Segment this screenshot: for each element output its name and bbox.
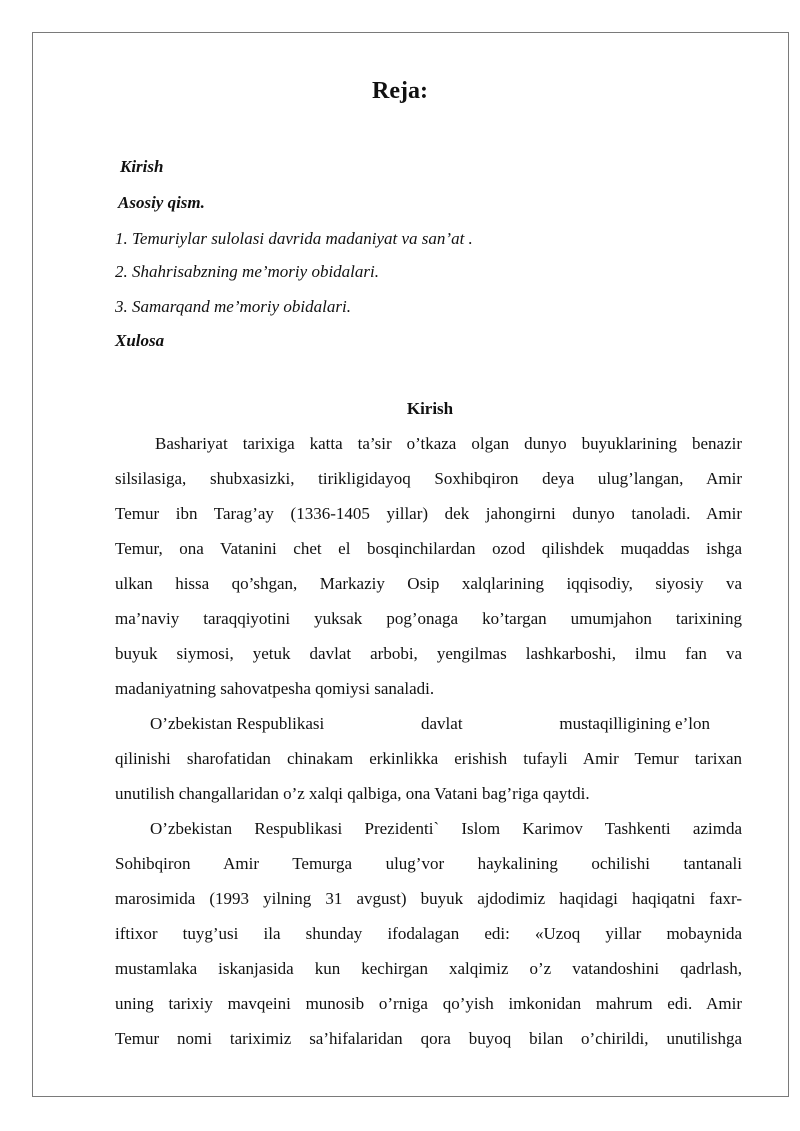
- page-title: Reja:: [372, 78, 428, 104]
- toc-item-2: 2. Shahrisabzning me’moriy obidalari.: [115, 262, 379, 281]
- paragraph-line: O’zbekistan Respublikasi Prezidenti` Islom Karimov Tashkenti azimda: [150, 819, 742, 838]
- toc-item-intro: Kirish: [120, 157, 164, 176]
- paragraph-line: Temur nomi tariximiz sa’hifalaridan qora buyoq bilan o’chirildi, unutilishga: [115, 1029, 742, 1048]
- paragraph-line: ulkan hissa qo’shgan, Markaziy Osip xalqlarining iqqisodiy, siyosiy va: [115, 574, 742, 593]
- section-heading: Kirish: [406, 399, 454, 418]
- paragraph-line: buyuk siymosi, yetuk davlat arbobi, yengilmas lashkarboshi, ilmu fan va: [115, 644, 742, 663]
- toc-item-main: Asosiy qism.: [118, 193, 205, 212]
- split-word: O’zbekistan Respublikasi: [150, 714, 325, 733]
- paragraph-line: Temur ibn Tarag’ay (1336-1405 yillar) dek jahongirni dunyo tanoladi. Amir: [115, 504, 742, 523]
- paragraph-line: madaniyatning sahovatpesha qomiysi sanaladi.: [115, 679, 435, 698]
- paragraph-line: iftixor tuyg’usi ila shunday ifodalagan edi: «Uzoq yillar mobaynida: [115, 924, 742, 943]
- paragraph-line: Bashariyat tarixiga katta ta’sir o’tkaza olgan dunyo buyuklarining benazir: [155, 434, 742, 453]
- paragraph-line: ma’naviy taraqqiyotini yuksak pog’onaga ko’targan umumjahon tarixining: [115, 609, 742, 628]
- paragraph-line: Temur, ona Vatanini chet el bosqinchilardan ozod qilishdek muqaddas ishga: [115, 539, 742, 558]
- toc-item-3: 3. Samarqand me’moriy obidalari.: [115, 297, 351, 316]
- paragraph-line: unutilish changallaridan o’z xalqi qalbiga, ona Vatani bag’riga qaytdi.: [115, 784, 590, 803]
- split-word: mustaqilligining e’lon: [559, 714, 710, 733]
- paragraph-line: qilinishi sharofatidan chinakam erkinlikka erishish tufayli Amir Temur tarixan: [115, 749, 742, 768]
- paragraph-line: mustamlaka iskanjasida kun kechirgan xalqimiz o’z vatandoshini qadrlash,: [115, 959, 742, 978]
- paragraph-line: uning tarixiy mavqeini munosib o’rniga qo’yish imkonidan mahrum edi. Amir: [115, 994, 742, 1013]
- paragraph-line: marosimida (1993 yilning 31 avgust) buyuk ajdodimiz haqidagi haqiqatni faxr-: [115, 889, 742, 908]
- split-word: davlat: [421, 714, 463, 733]
- toc-item-1: 1. Temuriylar sulolasi davrida madaniyat va san’at .: [115, 229, 473, 248]
- paragraph-line: silsilasiga, shubxasizki, tirikligidayoq Soxhibqiron deya ulug’langan, Amir: [115, 469, 742, 488]
- toc-item-conclusion: Xulosa: [115, 331, 165, 350]
- paragraph-line: Sohibqiron Amir Temurga ulug’vor haykalining ochilishi tantanali: [115, 854, 742, 873]
- paragraph-line-split: [150, 713, 710, 735]
